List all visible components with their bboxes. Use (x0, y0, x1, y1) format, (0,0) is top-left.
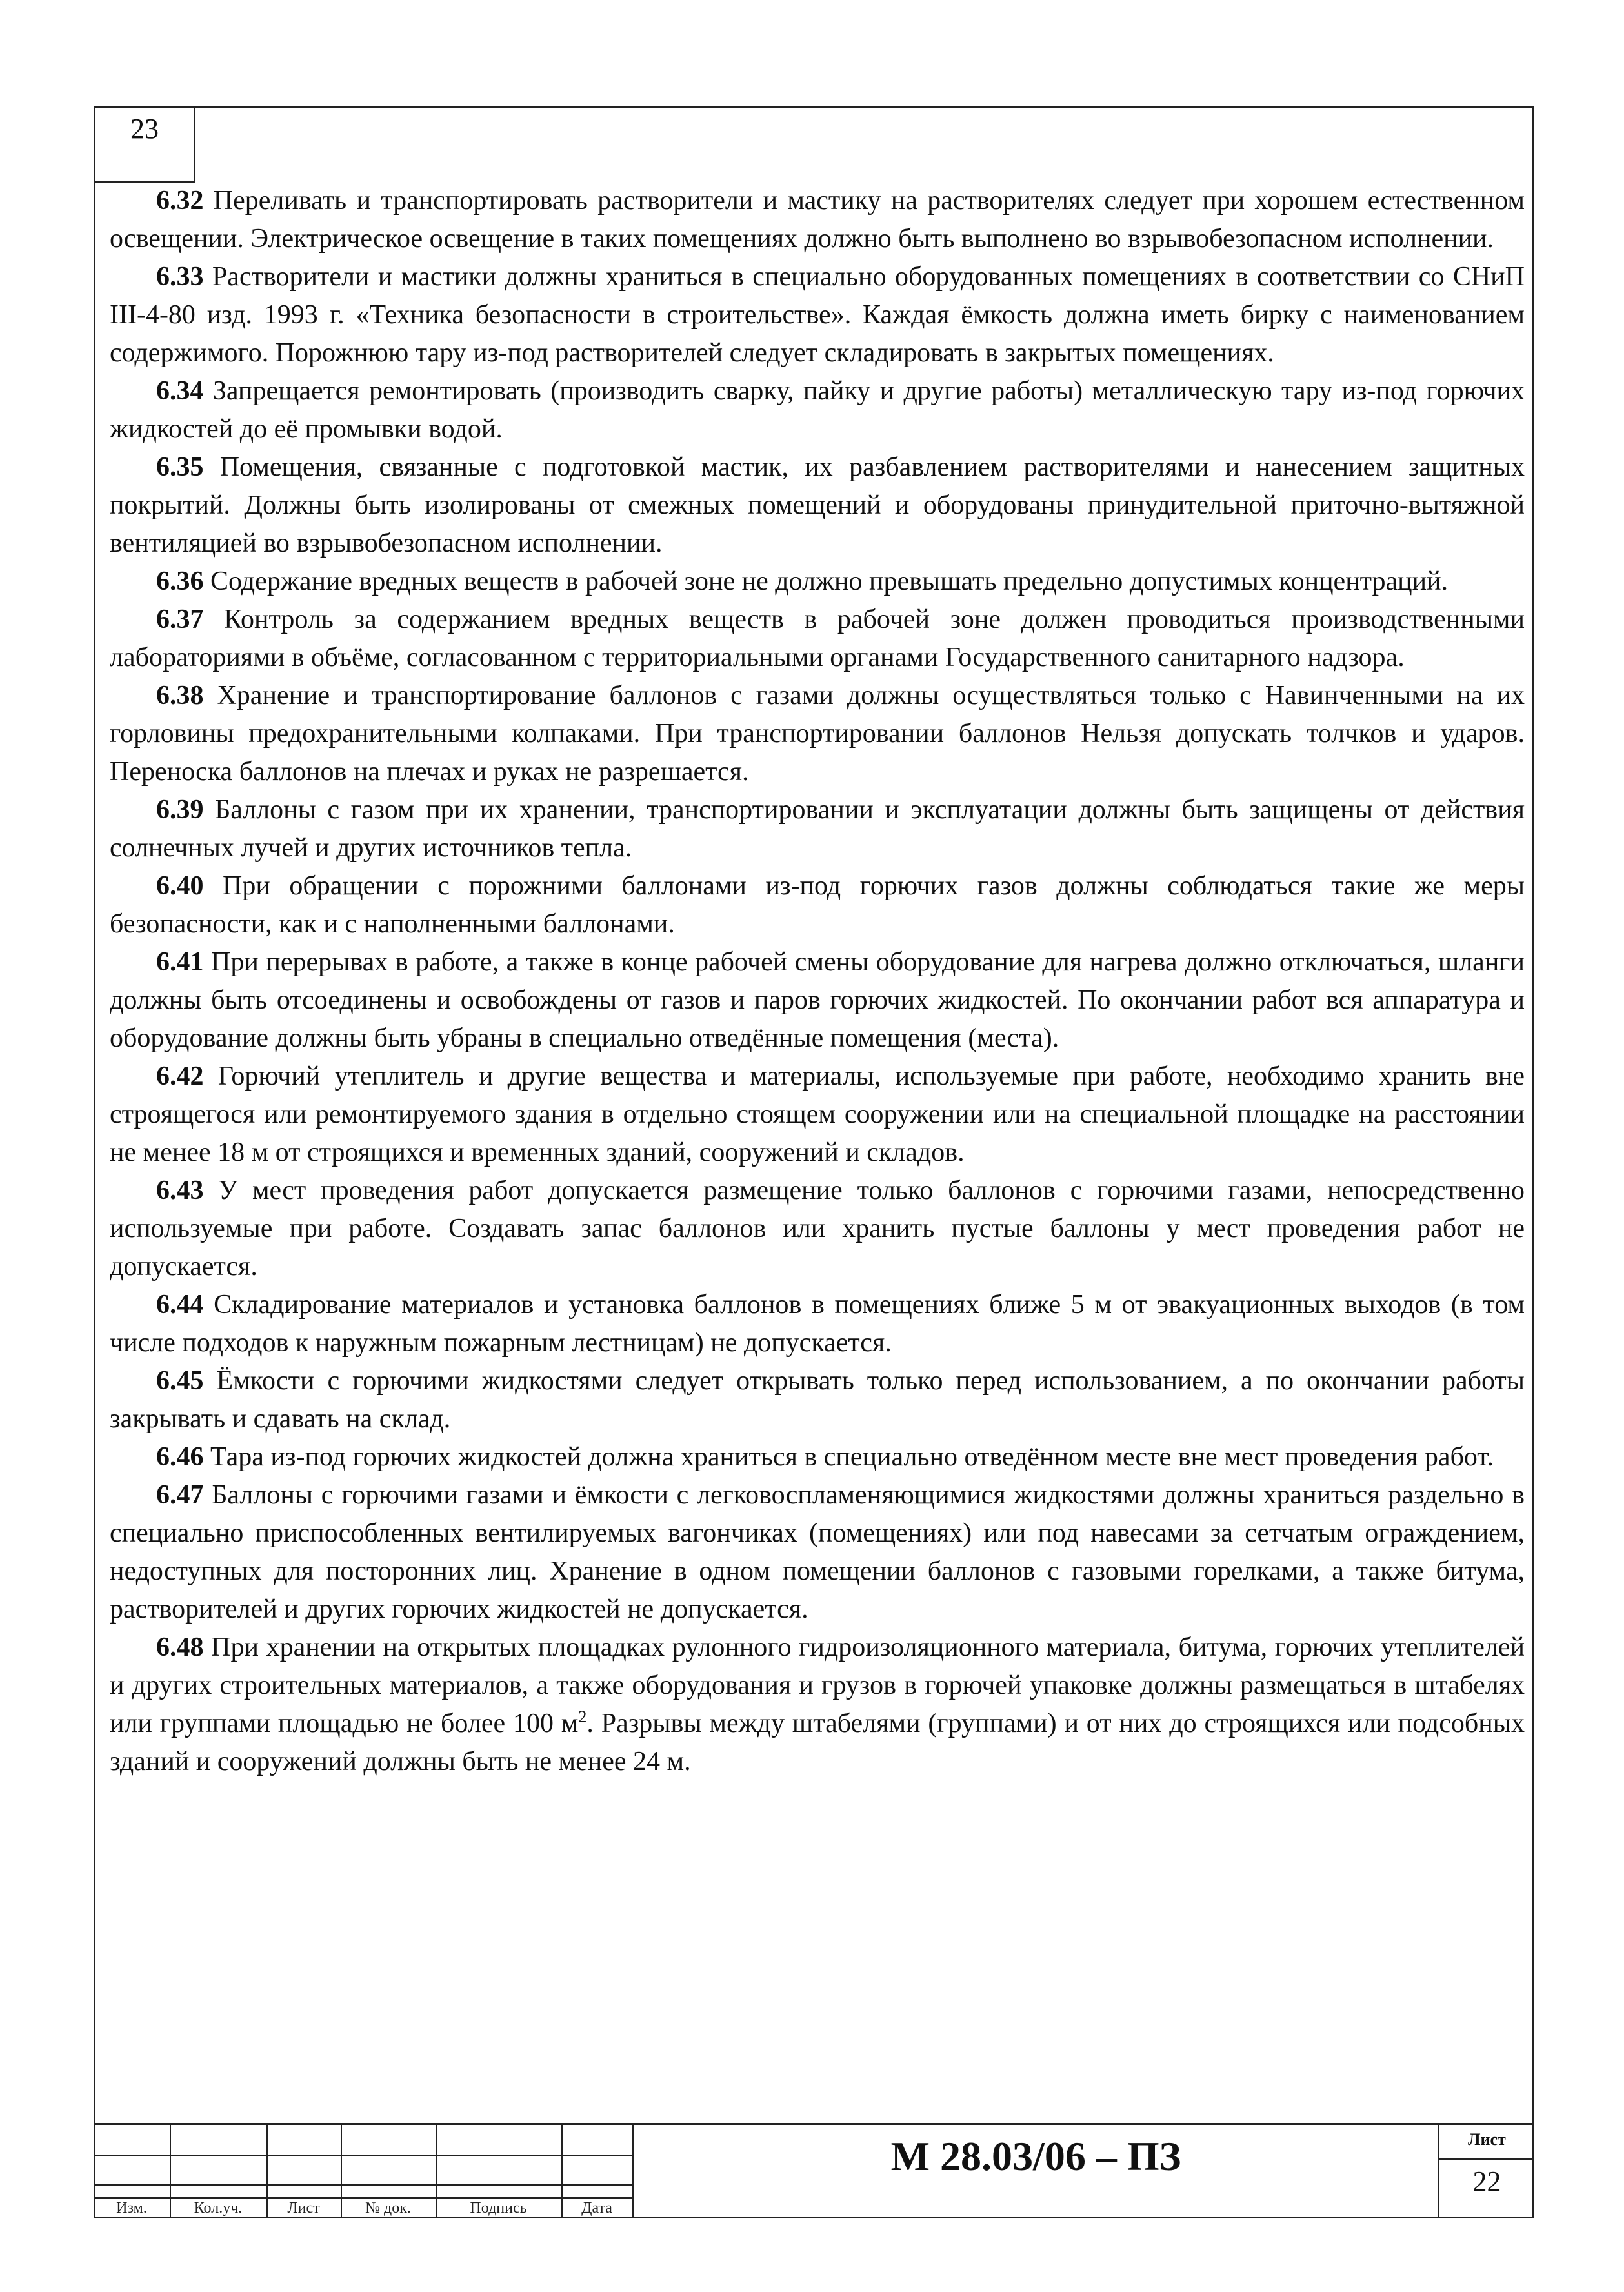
clause-text: Содержание вредных веществ в рабочей зоне не должно превышать предельно допустимых концентраций. (203, 567, 1449, 596)
document-code (632, 2125, 1438, 2218)
revision-grid (94, 2125, 632, 2218)
col-label-izm: Изм. (116, 2200, 147, 2217)
clause-number: 6.36 (156, 567, 204, 596)
body-text (110, 182, 1525, 1781)
grid-row-line (94, 2184, 632, 2186)
clause-text: При хранении на открытых площадках рулонного гидроизоляционного материала, битума, горючих утеплителей и других строительных материалов, а также оборудования и грузов в горючей упаковке должны размещаться в штабелях или группами площадью не более 100 м (110, 1633, 1525, 1738)
clause-paragraph (110, 563, 1525, 601)
clause-paragraph (110, 1476, 1525, 1629)
clause-number: 6.34 (156, 376, 204, 406)
sheet-box (1438, 2125, 1534, 2218)
clause-paragraph (110, 448, 1525, 563)
clause-number: 6.47 (156, 1480, 204, 1510)
page-number (94, 106, 195, 183)
clause-text: Баллоны с газом при их хранении, транспортировании и эксплуатации должны быть защищены от действия солнечных лучей и других источников тепла. (110, 795, 1525, 863)
clause-text: У мест проведения работ допускается размещение только баллонов с горючими газами, непосредственно используемые при работе. Создавать запас баллонов или хранить пустые баллоны у мест проведения работ не допускается. (110, 1176, 1525, 1282)
sheet-divider (1439, 2158, 1534, 2160)
clause-text: Тара из-под горючих жидкостей должна храниться в специально отведённом месте вне мест проведения работ. (203, 1442, 1494, 1472)
clause-number: 6.42 (156, 1061, 204, 1091)
clause-number: 6.48 (156, 1633, 204, 1662)
sheet-number: 22 (1472, 2166, 1501, 2197)
clause-paragraph (110, 1172, 1525, 1286)
clause-text: Баллоны с горючими газами и ёмкости с легковоспламеняющимися жидкостями должны храниться раздельно в специально приспособленных вентилируемых вагончиках (помещениях) или под навесами за сетчатым ограждением, недоступных для посторонних лиц. Хранение в одном помещении баллонов с газовыми горелками, а также битума, растворителей и других горючих жидкостей не допускается. (110, 1480, 1525, 1624)
clause-paragraph (110, 791, 1525, 867)
clause-text: Хранение и транспортирование баллонов с газами должны осуществляться только с Навинченными на их горловины предохранительными колпаками. При транспортировании баллонов Нельзя допускать толчков и ударов. Переноска баллонов на плечах и руках не разрешается. (110, 681, 1525, 787)
clause-paragraph (110, 943, 1525, 1058)
clause-text: Помещения, связанные с подготовкой мастик, их разбавлением растворителями и нанесением защитных покрытий. Должны быть изолированы от смежных помещений и оборудованы принудительной приточно-вытяжной вентиляцией во взрывобезопасном исполнении. (110, 452, 1525, 558)
superscript: 2 (578, 1707, 587, 1726)
clause-text: Ёмкости с горючими жидкостями следует открывать только перед использованием, а по окончании работы закрывать и сдавать на склад. (110, 1366, 1525, 1434)
clause-text: Запрещается ремонтировать (производить сварку, пайку и другие работы) металлическую тару из-под горючих жидкостей до её промывки водой. (110, 376, 1525, 444)
clause-text-tail: . Разрывы между штабелями (группами) и от них до строящихся или подсобных зданий и сооружений должны быть не менее 24 м. (110, 1709, 1525, 1776)
clause-paragraph (110, 372, 1525, 448)
clause-paragraph (110, 1286, 1525, 1362)
clause-paragraph (110, 601, 1525, 677)
col-label-signature: Подпись (470, 2200, 527, 2217)
clause-text: Контроль за содержанием вредных веществ в рабочей зоне должен проводиться производственными лабораториями в объёме, согласованном с территориальными органами Государственного санитарного надзора. (110, 605, 1525, 672)
clause-number: 6.37 (156, 605, 204, 634)
clause-number: 6.40 (156, 871, 204, 901)
col-label-doc-no: № док. (365, 2200, 411, 2217)
col-label-list: Лист (287, 2200, 320, 2217)
clause-paragraph (110, 258, 1525, 372)
col-label-kol-uch: Кол.уч. (194, 2200, 243, 2217)
clause-paragraph (110, 1058, 1525, 1172)
title-block (94, 2123, 1534, 2218)
clause-number: 6.38 (156, 681, 204, 710)
clause-text: Горючий утеплитель и другие вещества и материалы, используемые при работе, необходимо хранить вне строящегося или ремонтируемого здания в отдельно стоящем сооружении или на специальной площадке на расстоянии не менее 18 м от строящихся и временных зданий, сооружений и складов. (110, 1061, 1525, 1167)
clause-paragraph (110, 1438, 1525, 1476)
document-code-text: М 28.03/06 – ПЗ (890, 2133, 1181, 2179)
clause-text: Переливать и транспортировать растворители и мастику на растворителях следует при хорошем естественном освещении. Электрическое освещение в таких помещениях должно быть выполнено во взрывобезопасном исполнении. (110, 186, 1525, 254)
clause-paragraph (110, 867, 1525, 943)
clause-paragraph (110, 1629, 1525, 1781)
col-label-date: Дата (581, 2200, 612, 2217)
clause-number: 6.41 (156, 947, 204, 977)
clause-number: 6.32 (156, 186, 204, 216)
page-number-text: 23 (130, 113, 159, 145)
clause-number: 6.39 (156, 795, 204, 825)
clause-number: 6.45 (156, 1366, 204, 1396)
clause-paragraph (110, 1362, 1525, 1438)
clause-number: 6.43 (156, 1176, 204, 1205)
clause-text: Складирование материалов и установка баллонов в помещениях ближе 5 м от эвакуационных выходов (в том числе подходов к наружным пожарным лестницам) не допускается. (110, 1290, 1525, 1358)
grid-row-line (94, 2155, 632, 2156)
clause-paragraph (110, 677, 1525, 791)
grid-row-line (94, 2197, 632, 2199)
clause-number: 6.46 (156, 1442, 204, 1472)
clause-paragraph (110, 182, 1525, 258)
clause-number: 6.33 (156, 262, 204, 292)
clause-text: Растворители и мастики должны храниться в специально оборудованных помещениях в соответствии со СНиП III-4-80 изд. 1993 г. «Техника безопасности в строительстве». Каждая ёмкость должна иметь бирку с наименованием содержимого. Порожнюю тару из-под растворителей следует складировать в закрытых помещениях. (110, 262, 1525, 368)
clause-number: 6.35 (156, 452, 204, 482)
clause-number: 6.44 (156, 1290, 204, 1320)
clause-text: При обращении с порожними баллонами из-под горючих газов должны соблюдаться такие же меры безопасности, как и с наполненными баллонами. (110, 871, 1525, 939)
clause-text: При перерывах в работе, а также в конце рабочей смены оборудование для нагрева должно отключаться, шланги должны быть отсоединены и освобождены от газов и паров горючих жидкостей. По окончании работ вся аппаратура и оборудование должны быть убраны в специально отведённые помещения (места). (110, 947, 1525, 1053)
sheet-label: Лист (1468, 2130, 1506, 2149)
